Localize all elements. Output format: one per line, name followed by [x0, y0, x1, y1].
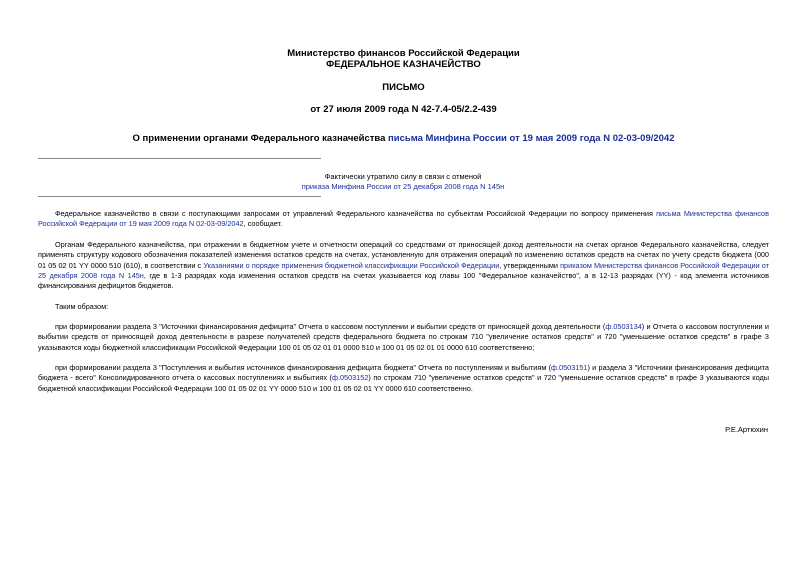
treasury-name: ФЕДЕРАЛЬНОЕ КАЗНАЧЕЙСТВО — [326, 59, 481, 70]
subject-letter-link[interactable]: письма Минфина России от 19 мая 2009 года N 02-03-09/2042 — [388, 133, 675, 144]
paragraph-3: Таким образом: — [55, 302, 109, 311]
minfin-letter-link[interactable]: письма Министерства финансов Российской Федерации от 19 мая 2009 года N 02-03-09/2042 — [38, 209, 769, 229]
paragraph-2 — [38, 240, 769, 291]
paragraph-5-mid: ) и раздела 3 "Источники финансирования дефицита бюджета - всего" Консолидированного отчета о кассовых поступлениях и выбытиях ( — [38, 363, 769, 383]
status-note-text: Фактически утратило силу в связи с отменой — [324, 172, 482, 181]
document-type: ПИСЬМО — [382, 82, 425, 93]
status-note-order-link[interactable]: приказа Минфина России от 25 декабря 2008 года N 145н — [301, 182, 505, 191]
paragraph-2-mid: , утвержденными — [499, 260, 561, 270]
paragraph-4 — [38, 322, 769, 353]
paragraph-4-end: ) и Отчета о кассовом поступлении и выбытии средств от приносящей доход деятельности в разрезе получателей средств федерального бюджета по строкам 710 "увеличение остатков средств" и 720 "уменьшение остатков средств" в графе 3 указываются коды бюджетной классификации Российской Федерации 100 01 05 02 01 01 0000 510 и 100 01 05 02 01 01 0000 610 соответственно; — [38, 322, 769, 352]
divider-bottom — [38, 196, 321, 197]
paragraph-1-end: , сообщает. — [243, 219, 283, 229]
paragraph-1 — [38, 209, 769, 230]
order-145n-link[interactable]: приказом Министерства финансов Российской Федерации от 25 декабря 2008 года N 145н — [38, 260, 770, 280]
form-0503134-link[interactable]: ф.0503134 — [605, 322, 642, 331]
signature: Р.Е.Артюхин — [725, 425, 768, 434]
paragraph-5 — [38, 363, 769, 394]
document-date-number: от 27 июля 2009 года N 42-7.4-05/2.2-439 — [310, 104, 497, 115]
paragraph-2-text: Органам Федерального казначейства, при отражении в бюджетном учете и отчетности операций со средствами от приносящей доход деятельности на счетах органов Федерального казначейства, следует применять структуру кодового обозначения показателей изменения остатков средств на счетах, установленную для отражения операций по изменению остатков средств на счетах по учету средств бюджета (000 01 05 02 01 YY 0000 510 (610), в соответствии с — [38, 240, 769, 270]
form-0503152-link[interactable]: ф.0503152 — [331, 373, 369, 383]
subject-prefix: О применении органами Федерального казначейства — [132, 133, 389, 144]
divider-top — [38, 158, 321, 159]
paragraph-5-text: при формировании раздела 3 "Поступления и выбытия источников финансирования дефицита бюджета" Отчета по поступлениям и выбытиям ( — [55, 363, 552, 372]
paragraph-1-text: Федеральное казначейство в связи с поступающими запросами от управлений Федерального казначейства по субъектам Российской Федерации по вопросу применения — [55, 209, 657, 218]
paragraph-2-end: , где в 1-3 разрядах кода изменения остатков средств на счетах указывается код главы 100 "Федеральное казначейство", а в 12-13 разрядах (YY) - код элемента источников финансирования дефицитов бюджетов. — [38, 270, 769, 291]
ministry-name: Министерство финансов Российской Федерации — [287, 48, 520, 59]
status-note-link-line — [38, 182, 768, 192]
paragraph-4-text: при формировании раздела 3 "Источники финансирования дефицита" Отчета о кассовом поступлении и выбытии средств от приносящей доход деятельности ( — [55, 322, 606, 331]
classification-guidelines-link[interactable]: Указаниями о порядке применения бюджетной классификации Российской Федерации — [203, 260, 500, 270]
document-subject — [0, 133, 807, 144]
form-0503151-link[interactable]: ф.0503151 — [551, 363, 588, 372]
paragraph-5-end: ) по строкам 710 "увеличение остатков средств" и 720 "уменьшение остатков средств" в графе 3 указываются коды бюджетной классификации Российской Федерации 100 01 05 02 01 YY 0000 510 и 100 01 05 02 01 YY 0000 610 соответственно. — [38, 373, 769, 393]
